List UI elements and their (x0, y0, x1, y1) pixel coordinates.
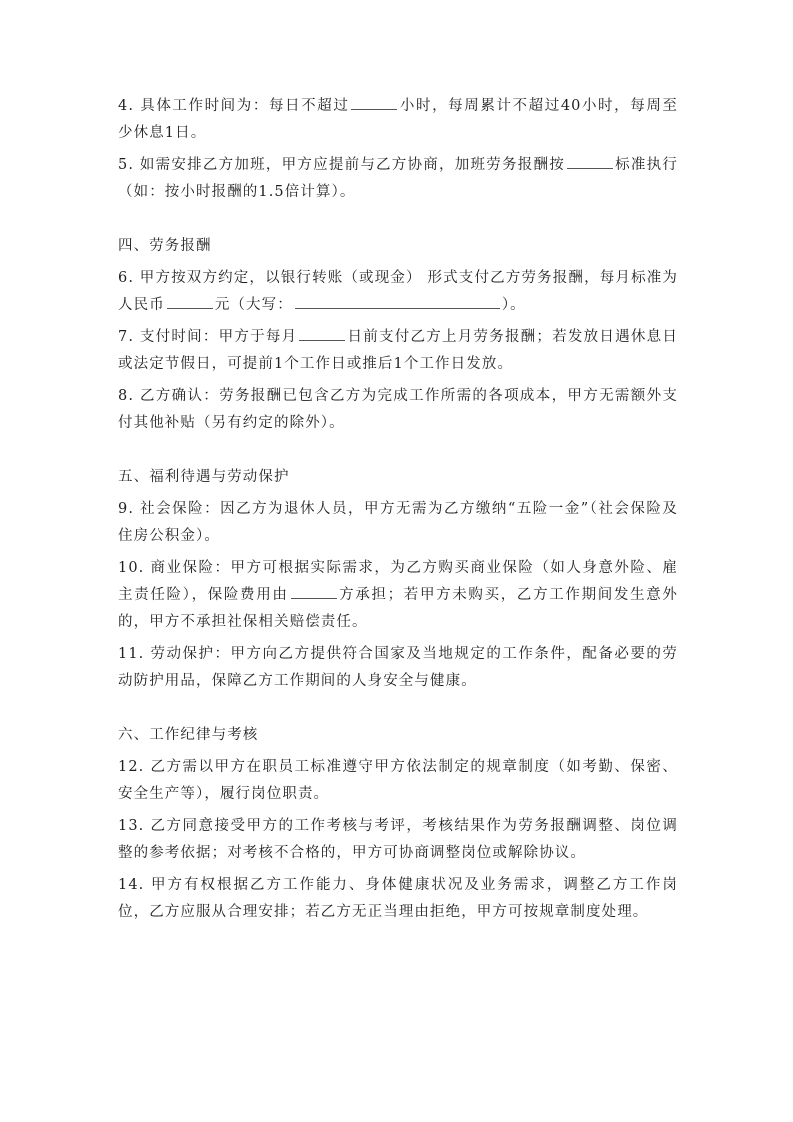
clause-10 (118, 555, 678, 636)
clause-6-text-b: 元（大写： (214, 297, 293, 313)
section-heading-5: 五、福利待遇与劳动保护 (118, 469, 290, 485)
clause-5 (118, 152, 678, 206)
clause-8: 8. 乙方确认：劳务报酬已包含乙方为完成工作所需的各项成本，甲方无需额外支付其他补贴（另有约定的除外）。 (118, 388, 678, 431)
clause-4 (118, 93, 678, 147)
clause-7-text-b: 日前支付乙方上月劳务报酬；若发放日遇休息日或法定节假日，可提前1个工作日或推后1个工作日发放。 (118, 329, 678, 372)
clause-6-text-c: ）。 (501, 297, 526, 313)
clause-7 (118, 324, 678, 378)
overtime-standard-blank (567, 154, 613, 169)
spacer (118, 211, 678, 233)
clause-9: 9. 社会保险：因乙方为退休人员，甲方无需为乙方缴纳“五险一金”（社会保险及住房公积金）。 (118, 501, 678, 544)
clause-6 (118, 265, 678, 319)
amount-in-words-blank (295, 294, 500, 309)
clause-12: 12. 乙方需以甲方在职员工标准遵守甲方依法制定的规章制度（如考勤、保密、安全生产等），履行岗位职责。 (118, 759, 678, 802)
clause-13: 13. 乙方同意接受甲方的工作考核与考评，考核结果作为劳务报酬调整、岗位调整的参考依据；对考核不合格的，甲方可协商调整岗位或解除协议。 (118, 818, 678, 861)
clause-10-text-a: 10. 商业保险：甲方可根据实际需求，为乙方购买商业保险（如人身意外险、雇主责任险），保险费用由 (118, 560, 678, 603)
clause-10-text-b: 方承担；若甲方未购买，乙方工作期间发生意外的，甲方不承担社保相关赔偿责任。 (118, 587, 678, 630)
clause-5-text-b: 标准执行（如：按小时报酬的1.5倍计算）。 (118, 157, 678, 200)
clause-11: 11. 劳动保护：甲方向乙方提供符合国家及当地规定的工作条件，配备必要的劳动防护用品，保障乙方工作期间的人身安全与健康。 (118, 646, 678, 689)
spacer (118, 700, 678, 722)
pay-day-blank (299, 326, 345, 341)
clause-5-text-a: 5. 如需安排乙方加班，甲方应提前与乙方协商，加班劳务报酬按 (118, 157, 566, 173)
section-heading-4: 四、劳务报酬 (118, 238, 212, 254)
clause-4-text-a: 4. 具体工作时间为：每日不超过 (118, 98, 350, 114)
document-body (118, 93, 678, 931)
section-heading-6: 六、工作纪律与考核 (118, 727, 259, 743)
hours-blank (351, 95, 397, 110)
clause-14: 14. 甲方有权根据乙方工作能力、身体健康状况及业务需求，调整乙方工作岗位，乙方应服从合理安排；若乙方无正当理由拒绝，甲方可按规章制度处理。 (118, 877, 678, 920)
clause-4-text-b: 小时，每周累计不超过40小时，每周至少休息1日。 (118, 98, 679, 141)
clause-6-text-a: 6. 甲方按双方约定，以银行转账（或现金） 形式支付乙方劳务报酬，每月标准为人民币 (118, 270, 678, 313)
amount-blank (167, 294, 213, 309)
insurance-payer-blank (291, 584, 337, 599)
clause-7-text-a: 7. 支付时间：甲方于每月 (118, 329, 298, 345)
spacer (118, 442, 678, 464)
